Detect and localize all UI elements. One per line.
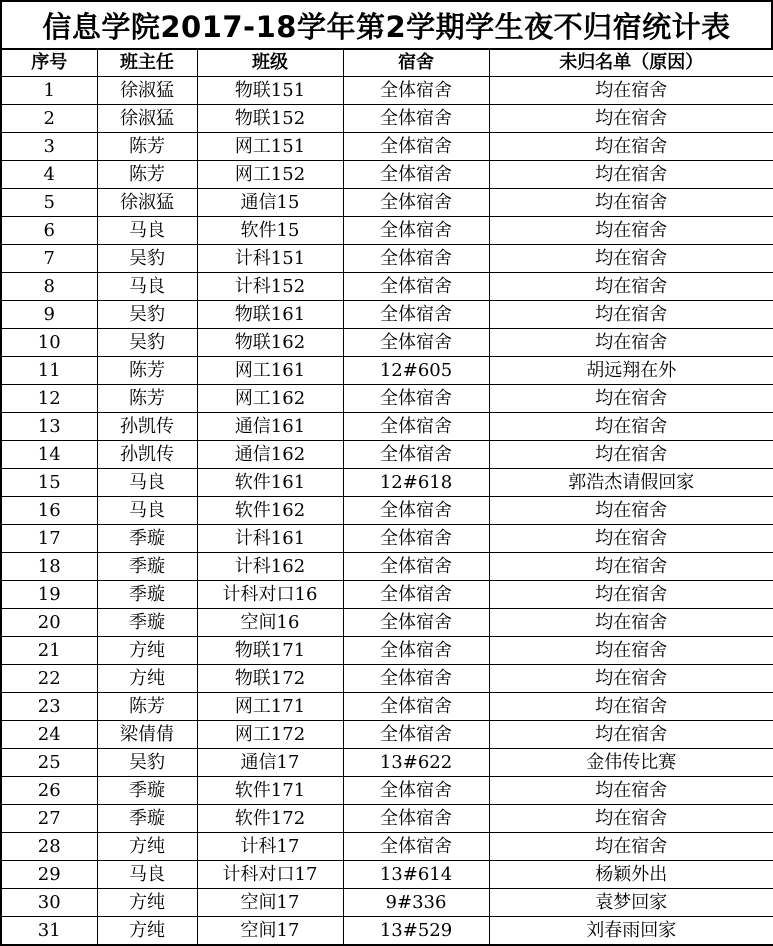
- cell-dorm: 全体宿舍: [343, 553, 489, 581]
- cell-index: 23: [1, 693, 97, 721]
- cell-class: 空间16: [197, 609, 343, 637]
- cell-absent-list: 均在宿舍: [489, 329, 773, 357]
- cell-index: 28: [1, 833, 97, 861]
- table-row: [1, 301, 773, 329]
- cell-absent-list: 郭浩杰请假回家: [489, 469, 773, 497]
- cell-dorm: 全体宿舍: [343, 609, 489, 637]
- cell-teacher: 吴豹: [97, 329, 197, 357]
- cell-teacher: 方纯: [97, 637, 197, 665]
- table-row: [1, 469, 773, 497]
- table-row: [1, 693, 773, 721]
- cell-class: 物联162: [197, 329, 343, 357]
- cell-index: 14: [1, 441, 97, 469]
- cell-teacher: 季璇: [97, 805, 197, 833]
- cell-dorm: 全体宿舍: [343, 329, 489, 357]
- table-row: [1, 553, 773, 581]
- cell-absent-list: 均在宿舍: [489, 525, 773, 553]
- cell-index: 11: [1, 357, 97, 385]
- cell-index: 25: [1, 749, 97, 777]
- table-row: [1, 245, 773, 273]
- cell-absent-list: 均在宿舍: [489, 777, 773, 805]
- cell-teacher: 马良: [97, 273, 197, 301]
- cell-absent-list: 均在宿舍: [489, 413, 773, 441]
- cell-index: 7: [1, 245, 97, 273]
- table-row: [1, 497, 773, 525]
- table-row: [1, 609, 773, 637]
- cell-class: 软件162: [197, 497, 343, 525]
- cell-index: 8: [1, 273, 97, 301]
- cell-index: 1: [1, 77, 97, 105]
- cell-absent-list: 均在宿舍: [489, 161, 773, 189]
- cell-index: 5: [1, 189, 97, 217]
- table-row: [1, 413, 773, 441]
- cell-class: 网工162: [197, 385, 343, 413]
- cell-class: 计科162: [197, 553, 343, 581]
- cell-dorm: 全体宿舍: [343, 189, 489, 217]
- dorm-statistics-table: [0, 48, 773, 946]
- cell-absent-list: 均在宿舍: [489, 77, 773, 105]
- cell-absent-list: 刘春雨回家: [489, 917, 773, 946]
- cell-absent-list: 均在宿舍: [489, 441, 773, 469]
- table-row: [1, 637, 773, 665]
- table-row: [1, 833, 773, 861]
- cell-absent-list: 均在宿舍: [489, 833, 773, 861]
- cell-absent-list: 均在宿舍: [489, 805, 773, 833]
- cell-absent-list: 金伟传比赛: [489, 749, 773, 777]
- cell-dorm: 全体宿舍: [343, 805, 489, 833]
- cell-dorm: 全体宿舍: [343, 217, 489, 245]
- table-row: [1, 665, 773, 693]
- cell-index: 12: [1, 385, 97, 413]
- cell-index: 22: [1, 665, 97, 693]
- cell-absent-list: 胡远翔在外: [489, 357, 773, 385]
- cell-absent-list: 均在宿舍: [489, 273, 773, 301]
- cell-teacher: 徐淑猛: [97, 77, 197, 105]
- cell-teacher: 徐淑猛: [97, 105, 197, 133]
- cell-class: 计科对口16: [197, 581, 343, 609]
- cell-dorm: 全体宿舍: [343, 105, 489, 133]
- cell-absent-list: 均在宿舍: [489, 105, 773, 133]
- table-title: 信息学院2017-18学年第2学期学生夜不归宿统计表: [0, 0, 773, 48]
- cell-absent-list: 均在宿舍: [489, 385, 773, 413]
- table-row: [1, 861, 773, 889]
- cell-teacher: 吴豹: [97, 245, 197, 273]
- cell-teacher: 马良: [97, 469, 197, 497]
- cell-class: 物联171: [197, 637, 343, 665]
- cell-class: 网工172: [197, 721, 343, 749]
- cell-dorm: 全体宿舍: [343, 525, 489, 553]
- cell-index: 10: [1, 329, 97, 357]
- cell-index: 21: [1, 637, 97, 665]
- cell-absent-list: 均在宿舍: [489, 133, 773, 161]
- cell-index: 30: [1, 889, 97, 917]
- cell-dorm: 全体宿舍: [343, 301, 489, 329]
- cell-teacher: 陈芳: [97, 693, 197, 721]
- cell-teacher: 马良: [97, 497, 197, 525]
- cell-absent-list: 均在宿舍: [489, 581, 773, 609]
- cell-index: 27: [1, 805, 97, 833]
- table-row: [1, 133, 773, 161]
- cell-dorm: 全体宿舍: [343, 161, 489, 189]
- cell-index: 19: [1, 581, 97, 609]
- cell-dorm: 全体宿舍: [343, 665, 489, 693]
- cell-index: 4: [1, 161, 97, 189]
- cell-index: 16: [1, 497, 97, 525]
- cell-index: 15: [1, 469, 97, 497]
- cell-dorm: 全体宿舍: [343, 833, 489, 861]
- cell-absent-list: 均在宿舍: [489, 301, 773, 329]
- cell-absent-list: 均在宿舍: [489, 665, 773, 693]
- cell-dorm: 全体宿舍: [343, 693, 489, 721]
- table-row: [1, 357, 773, 385]
- cell-class: 空间17: [197, 917, 343, 946]
- cell-dorm: 12#605: [343, 357, 489, 385]
- cell-dorm: 全体宿舍: [343, 77, 489, 105]
- cell-teacher: 陈芳: [97, 161, 197, 189]
- table-row: [1, 889, 773, 917]
- cell-teacher: 方纯: [97, 665, 197, 693]
- cell-dorm: 全体宿舍: [343, 497, 489, 525]
- cell-dorm: 9#336: [343, 889, 489, 917]
- cell-dorm: 全体宿舍: [343, 581, 489, 609]
- column-header-index: 序号: [1, 49, 97, 77]
- cell-class: 网工151: [197, 133, 343, 161]
- cell-teacher: 陈芳: [97, 133, 197, 161]
- column-header-class: 班级: [197, 49, 343, 77]
- cell-class: 物联172: [197, 665, 343, 693]
- cell-class: 网工152: [197, 161, 343, 189]
- cell-class: 网工171: [197, 693, 343, 721]
- table-row: [1, 525, 773, 553]
- cell-index: 29: [1, 861, 97, 889]
- cell-class: 空间17: [197, 889, 343, 917]
- cell-teacher: 孙凯传: [97, 441, 197, 469]
- cell-absent-list: 均在宿舍: [489, 217, 773, 245]
- table-row: [1, 217, 773, 245]
- cell-dorm: 全体宿舍: [343, 385, 489, 413]
- cell-class: 物联161: [197, 301, 343, 329]
- cell-index: 26: [1, 777, 97, 805]
- cell-teacher: 方纯: [97, 889, 197, 917]
- column-header-absent-list: 未归名单（原因）: [489, 49, 773, 77]
- table-row: [1, 329, 773, 357]
- cell-teacher: 马良: [97, 861, 197, 889]
- cell-teacher: 吴豹: [97, 301, 197, 329]
- cell-dorm: 全体宿舍: [343, 273, 489, 301]
- cell-class: 计科161: [197, 525, 343, 553]
- column-header-dorm: 宿舍: [343, 49, 489, 77]
- table-header: [1, 49, 773, 77]
- cell-teacher: 陈芳: [97, 385, 197, 413]
- cell-class: 计科151: [197, 245, 343, 273]
- cell-dorm: 13#614: [343, 861, 489, 889]
- cell-absent-list: 均在宿舍: [489, 609, 773, 637]
- cell-class: 物联151: [197, 77, 343, 105]
- cell-class: 软件15: [197, 217, 343, 245]
- cell-index: 20: [1, 609, 97, 637]
- table-row: [1, 189, 773, 217]
- cell-dorm: 13#622: [343, 749, 489, 777]
- table-row: [1, 161, 773, 189]
- cell-dorm: 全体宿舍: [343, 413, 489, 441]
- cell-class: 通信15: [197, 189, 343, 217]
- cell-dorm: 13#529: [343, 917, 489, 946]
- cell-dorm: 全体宿舍: [343, 637, 489, 665]
- cell-teacher: 徐淑猛: [97, 189, 197, 217]
- table-row: [1, 749, 773, 777]
- cell-index: 17: [1, 525, 97, 553]
- column-header-teacher: 班主任: [97, 49, 197, 77]
- cell-class: 通信17: [197, 749, 343, 777]
- cell-absent-list: 均在宿舍: [489, 497, 773, 525]
- cell-teacher: 季璇: [97, 553, 197, 581]
- cell-class: 计科152: [197, 273, 343, 301]
- cell-dorm: 全体宿舍: [343, 777, 489, 805]
- cell-class: 网工161: [197, 357, 343, 385]
- cell-index: 2: [1, 105, 97, 133]
- cell-teacher: 季璇: [97, 777, 197, 805]
- cell-class: 软件172: [197, 805, 343, 833]
- cell-absent-list: 均在宿舍: [489, 553, 773, 581]
- table-row: [1, 77, 773, 105]
- cell-teacher: 孙凯传: [97, 413, 197, 441]
- cell-index: 13: [1, 413, 97, 441]
- cell-class: 软件161: [197, 469, 343, 497]
- cell-class: 通信162: [197, 441, 343, 469]
- cell-teacher: 季璇: [97, 609, 197, 637]
- table-row: [1, 777, 773, 805]
- table-row: [1, 273, 773, 301]
- table-row: [1, 441, 773, 469]
- table-row: [1, 385, 773, 413]
- cell-class: 计科对口17: [197, 861, 343, 889]
- cell-absent-list: 均在宿舍: [489, 245, 773, 273]
- cell-index: 6: [1, 217, 97, 245]
- table-row: [1, 721, 773, 749]
- cell-absent-list: 杨颖外出: [489, 861, 773, 889]
- cell-absent-list: 均在宿舍: [489, 637, 773, 665]
- cell-absent-list: 均在宿舍: [489, 721, 773, 749]
- cell-teacher: 季璇: [97, 581, 197, 609]
- cell-dorm: 全体宿舍: [343, 245, 489, 273]
- table-row: [1, 917, 773, 946]
- cell-class: 软件171: [197, 777, 343, 805]
- cell-class: 计科17: [197, 833, 343, 861]
- cell-class: 物联152: [197, 105, 343, 133]
- cell-index: 3: [1, 133, 97, 161]
- cell-dorm: 全体宿舍: [343, 721, 489, 749]
- table-row: [1, 805, 773, 833]
- cell-teacher: 陈芳: [97, 357, 197, 385]
- cell-dorm: 12#618: [343, 469, 489, 497]
- table-row: [1, 581, 773, 609]
- cell-teacher: 吴豹: [97, 749, 197, 777]
- table-row: [1, 105, 773, 133]
- cell-teacher: 方纯: [97, 917, 197, 946]
- cell-index: 9: [1, 301, 97, 329]
- cell-absent-list: 均在宿舍: [489, 693, 773, 721]
- cell-teacher: 方纯: [97, 833, 197, 861]
- cell-absent-list: 袁梦回家: [489, 889, 773, 917]
- cell-teacher: 梁倩倩: [97, 721, 197, 749]
- cell-class: 通信161: [197, 413, 343, 441]
- cell-index: 24: [1, 721, 97, 749]
- cell-index: 31: [1, 917, 97, 946]
- cell-teacher: 马良: [97, 217, 197, 245]
- cell-index: 18: [1, 553, 97, 581]
- cell-absent-list: 均在宿舍: [489, 189, 773, 217]
- cell-teacher: 季璇: [97, 525, 197, 553]
- table-body: [1, 77, 773, 946]
- header-row: [1, 49, 773, 77]
- cell-dorm: 全体宿舍: [343, 133, 489, 161]
- cell-dorm: 全体宿舍: [343, 441, 489, 469]
